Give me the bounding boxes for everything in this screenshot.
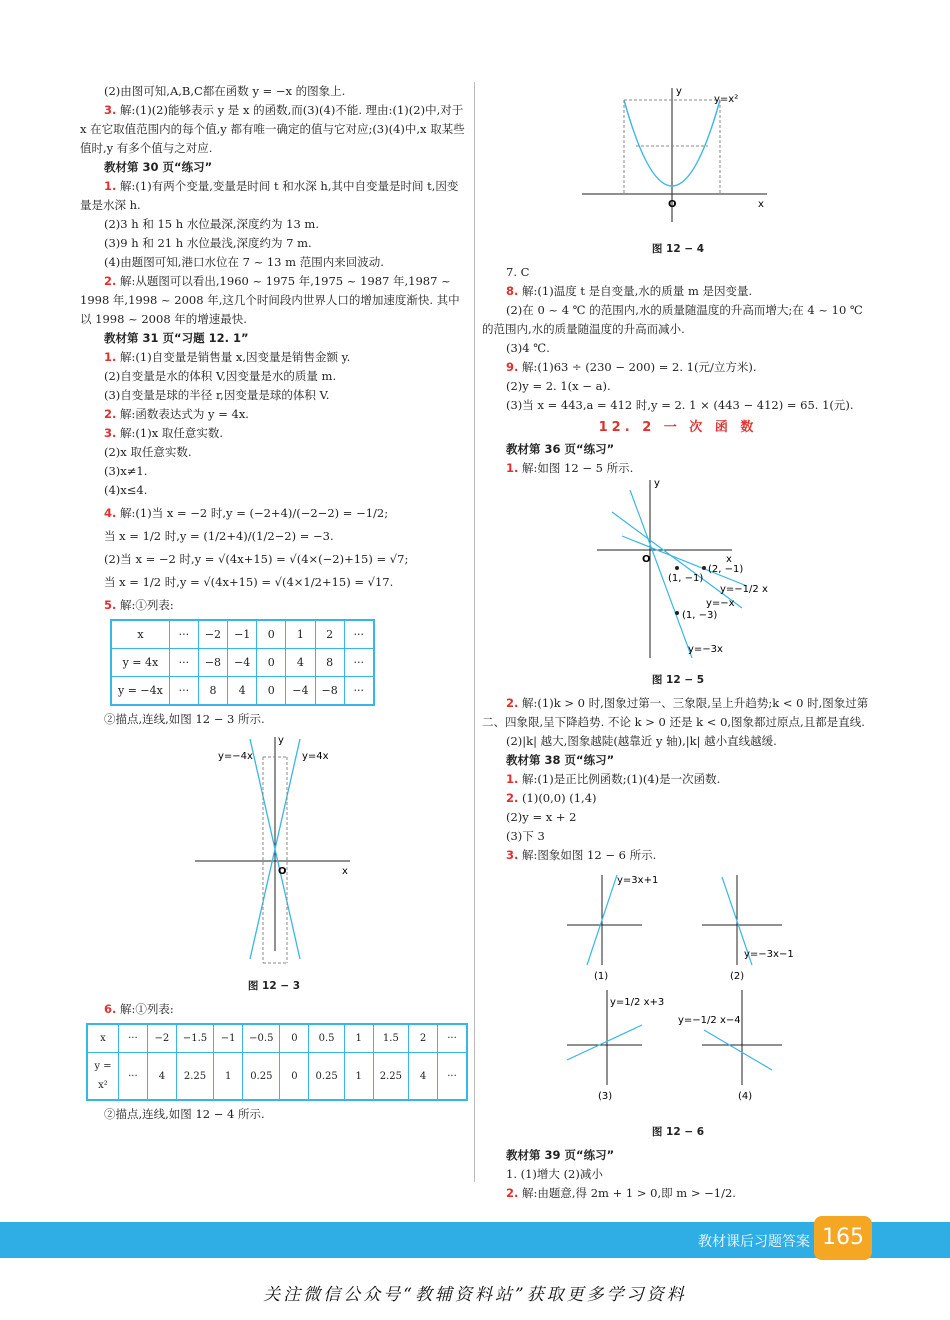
table-cell: ···: [169, 677, 198, 706]
table-cell: y = 4x: [111, 649, 169, 677]
graph-label: y=−3x−1: [744, 949, 794, 960]
table-cell: ···: [169, 649, 198, 677]
text-line: 当 x = 1/2 时,y = √(4x+15) = √(4×1/2+15) = √17.: [104, 575, 394, 589]
graph-label: (4): [738, 1091, 753, 1102]
graph-label: (3): [598, 1091, 613, 1102]
graph-label: y=−x: [706, 598, 735, 609]
graph-12-6: [482, 865, 874, 1115]
text-line: (2)由图可知,A,B,C都在函数 y = −x 的图象上.: [104, 84, 346, 98]
table-cell: 0.25: [309, 1053, 344, 1101]
table-cell: 4: [286, 649, 315, 677]
section-heading: 教材第 30 页“练习”: [104, 160, 213, 174]
answer-5: 5. 解:①列表:: [104, 598, 174, 612]
graph-label: y: [278, 735, 284, 746]
table-cell: 1: [344, 1053, 373, 1101]
text-line: (3)下 3: [506, 829, 545, 843]
table-cell: x: [111, 620, 169, 649]
table-cell: 8: [198, 677, 227, 706]
table-cell: ···: [438, 1053, 468, 1101]
answer-3: 3. 解:(1)x 取任意实数.: [104, 426, 223, 440]
answer-3: 3. 解:(1)(2)能够表示 y 是 x 的函数,而(3)(4)不能. 理由:(1)(2)中,对于 x 在它取值范围内的每个值,y 都有唯一确定的值与它对应;(3)(4)中,x 取某些值时,y 有多个值与之对应.: [80, 103, 465, 155]
graph-label: y=x²: [714, 94, 739, 105]
text-line: (3)自变量是球的半径 r,因变量是球的体积 V.: [104, 388, 330, 402]
answer-1: 1. (1)增大 (2)减小: [506, 1167, 603, 1181]
section-heading: 教材第 39 页“练习”: [506, 1148, 615, 1162]
table-cell: ···: [344, 649, 374, 677]
footer-title: 教材课后习题答案: [698, 1234, 810, 1250]
table-cell: 4: [147, 1053, 176, 1101]
text-line: (2)|k| 越大,图象越陡(越靠近 y 轴),|k| 越小直线越缓.: [506, 734, 777, 748]
text-line: (2)y = x + 2: [506, 810, 577, 824]
table-cell: 0: [280, 1053, 309, 1101]
value-table-6: [86, 1023, 468, 1101]
section-heading: 教材第 38 页“练习”: [506, 753, 615, 767]
answer-1: 1. 解:如图 12 − 5 所示.: [506, 461, 634, 475]
figure-caption: 图 12 − 5: [651, 674, 705, 686]
figure-caption: 图 12 − 4: [651, 243, 705, 255]
text-line: ②描点,连线,如图 12 − 3 所示.: [104, 712, 265, 726]
answer-1: 1. 解:(1)自变量是销售量 x,因变量是销售金额 y.: [104, 350, 351, 364]
table-cell: y = x²: [87, 1053, 118, 1101]
answer-9: 9. 解:(1)63 ÷ (230 − 200) = 2. 1(元/立方米).: [506, 360, 757, 374]
text-line: (4)由题图可知,港口水位在 7 ~ 13 m 范围内来回波动.: [104, 255, 384, 269]
table-cell: 8: [315, 649, 344, 677]
answer-3: 3. 解:图象如图 12 − 6 所示.: [506, 848, 657, 862]
graph-label: y=−4x: [218, 751, 253, 762]
page-number: 165: [814, 1216, 872, 1260]
graph-label: y=1/2 x+3: [610, 997, 665, 1008]
graph-label: O: [642, 554, 651, 565]
graph-label: O: [278, 866, 287, 877]
table-cell: −8: [198, 649, 227, 677]
figure-caption: 图 12 − 3: [247, 980, 301, 992]
table-cell: ···: [118, 1053, 147, 1101]
text-line: (2)当 x = −2 时,y = √(4x+15) = √(4×(−2)+15) = √7;: [104, 552, 409, 566]
graph-label: y=3x+1: [617, 875, 659, 886]
graph-label: y=−1/2 x−4: [678, 1015, 741, 1026]
answer-2: 2. (1)(0,0) (1,4): [506, 791, 597, 805]
text-line: (2)y = 2. 1(x − a).: [506, 379, 611, 393]
graph-label: x: [726, 554, 732, 565]
answer-2: 2. 解:从题图可以看出,1960 ~ 1975 年,1975 ~ 1987 年,1987 ~ 1998 年,1998 ~ 2008 年,这几个时间段内世界人口的增加速度渐快. 其中以 1998 ~ 2008 年的增速最快.: [80, 274, 460, 326]
bottom-note: 关注微信公众号“教辅资料站”获取更多学习资料: [263, 1285, 687, 1305]
graph-label: x: [758, 199, 764, 210]
text-line: (3)4 ℃.: [506, 341, 550, 355]
table-cell: 2: [409, 1024, 438, 1053]
table-cell: ···: [344, 620, 374, 649]
table-cell: 1: [344, 1024, 373, 1053]
text-line: (2)3 h 和 15 h 水位最深,深度约为 13 m.: [104, 217, 319, 231]
answer-1: 1. 解:(1)有两个变量,变量是时间 t 和水深 h,其中自变量是时间 t,因变量是水深 h.: [80, 179, 459, 212]
graph-label: y=4x: [302, 751, 329, 762]
table-cell: 0: [257, 649, 286, 677]
value-table-5: [110, 619, 375, 706]
graph-label: y: [676, 86, 682, 97]
graph-12-4: [482, 82, 874, 232]
graph-12-5: [482, 478, 874, 663]
graph-label: (2, −1): [708, 564, 744, 575]
table-cell: ···: [169, 620, 198, 649]
graph-label: O: [668, 199, 677, 210]
table-cell: −4: [286, 677, 315, 706]
answer-6: 6. 解:①列表:: [104, 1002, 174, 1016]
answer-4: 4. 解:(1)当 x = −2 时,y = (−2+4)/(−2−2) = −1/2;: [104, 506, 389, 520]
answer-1: 1. 解:(1)是正比例函数;(1)(4)是一次函数.: [506, 772, 721, 786]
table-cell: y = −4x: [111, 677, 169, 706]
section-heading: 教材第 31 页“习题 12. 1”: [104, 331, 249, 345]
table-cell: 2: [315, 620, 344, 649]
table-cell: ···: [118, 1024, 147, 1053]
table-cell: x: [87, 1024, 118, 1053]
answer-2: 2. 解:函数表达式为 y = 4x.: [104, 407, 249, 421]
graph-label: y: [654, 478, 660, 489]
table-cell: 4: [228, 677, 257, 706]
table-cell: 4: [409, 1053, 438, 1101]
text-line: 当 x = 1/2 时,y = (1/2+4)/(1/2−2) = −3.: [104, 529, 334, 543]
table-cell: 0: [257, 677, 286, 706]
table-cell: 2.25: [373, 1053, 408, 1101]
text-line: (3)当 x = 443,a = 412 时,y = 2. 1 × (443 − 412) = 65. 1(元).: [506, 398, 854, 412]
graph-label: (1, −1): [668, 573, 704, 584]
text-line: (3)9 h 和 21 h 水位最浅,深度约为 7 m.: [104, 236, 312, 250]
left-column: [80, 82, 468, 1124]
table-cell: −4: [228, 649, 257, 677]
graph-label: (1): [594, 971, 609, 982]
table-cell: ···: [438, 1024, 468, 1053]
graph-12-3: [80, 729, 468, 969]
text-line: (2)在 0 ~ 4 ℃ 的范围内,水的质量随温度的升高而增大;在 4 ~ 10 ℃ 的范围内,水的质量随温度的升高而减小.: [482, 303, 863, 336]
graph-label: y=−3x: [688, 644, 723, 655]
right-column: [482, 82, 874, 1203]
table-cell: −8: [315, 677, 344, 706]
answer-2: 2. 解:由题意,得 2m + 1 > 0,即 m > −1/2.: [506, 1186, 736, 1200]
figure-caption: 图 12 − 6: [651, 1126, 705, 1138]
table-cell: 0: [280, 1024, 309, 1053]
table-cell: −1: [228, 620, 257, 649]
subsection-title: 12. 2 一 次 函 数: [598, 420, 758, 435]
text-line: (2)x 取任意实数.: [104, 445, 192, 459]
table-cell: ···: [344, 677, 374, 706]
graph-label: (2): [730, 971, 745, 982]
table-cell: −2: [198, 620, 227, 649]
table-cell: 0: [257, 620, 286, 649]
text-line: (4)x≤4.: [104, 483, 148, 497]
graph-label: y=−1/2 x: [720, 584, 768, 595]
text-line: ②描点,连线,如图 12 − 4 所示.: [104, 1107, 265, 1121]
text-line: (3)x≠1.: [104, 464, 148, 478]
answer-8: 8. 解:(1)温度 t 是自变量,水的质量 m 是因变量.: [506, 284, 753, 298]
answer-7: 7. C: [506, 265, 530, 279]
table-cell: −0.5: [243, 1024, 280, 1053]
graph-label: (1, −3): [682, 610, 718, 621]
table-cell: 0.5: [309, 1024, 344, 1053]
table-cell: −1.5: [176, 1024, 213, 1053]
table-cell: −1: [214, 1024, 243, 1053]
graph-label: x: [342, 866, 348, 877]
table-cell: 1: [286, 620, 315, 649]
page-footer: [0, 1222, 950, 1258]
column-divider: [474, 82, 475, 1182]
section-heading: 教材第 36 页“练习”: [506, 442, 615, 456]
text-line: (2)自变量是水的体积 V,因变量是水的质量 m.: [104, 369, 337, 383]
table-cell: 2.25: [176, 1053, 213, 1101]
table-cell: 1.5: [373, 1024, 408, 1053]
table-cell: 1: [214, 1053, 243, 1101]
answer-2: 2. 解:(1)k > 0 时,图象过第一、三象限,呈上升趋势;k < 0 时,图象过第二、四象限,呈下降趋势. 不论 k > 0 还是 k < 0,图象都过原点,且都是直线.: [482, 696, 869, 729]
table-cell: 0.25: [243, 1053, 280, 1101]
table-cell: −2: [147, 1024, 176, 1053]
